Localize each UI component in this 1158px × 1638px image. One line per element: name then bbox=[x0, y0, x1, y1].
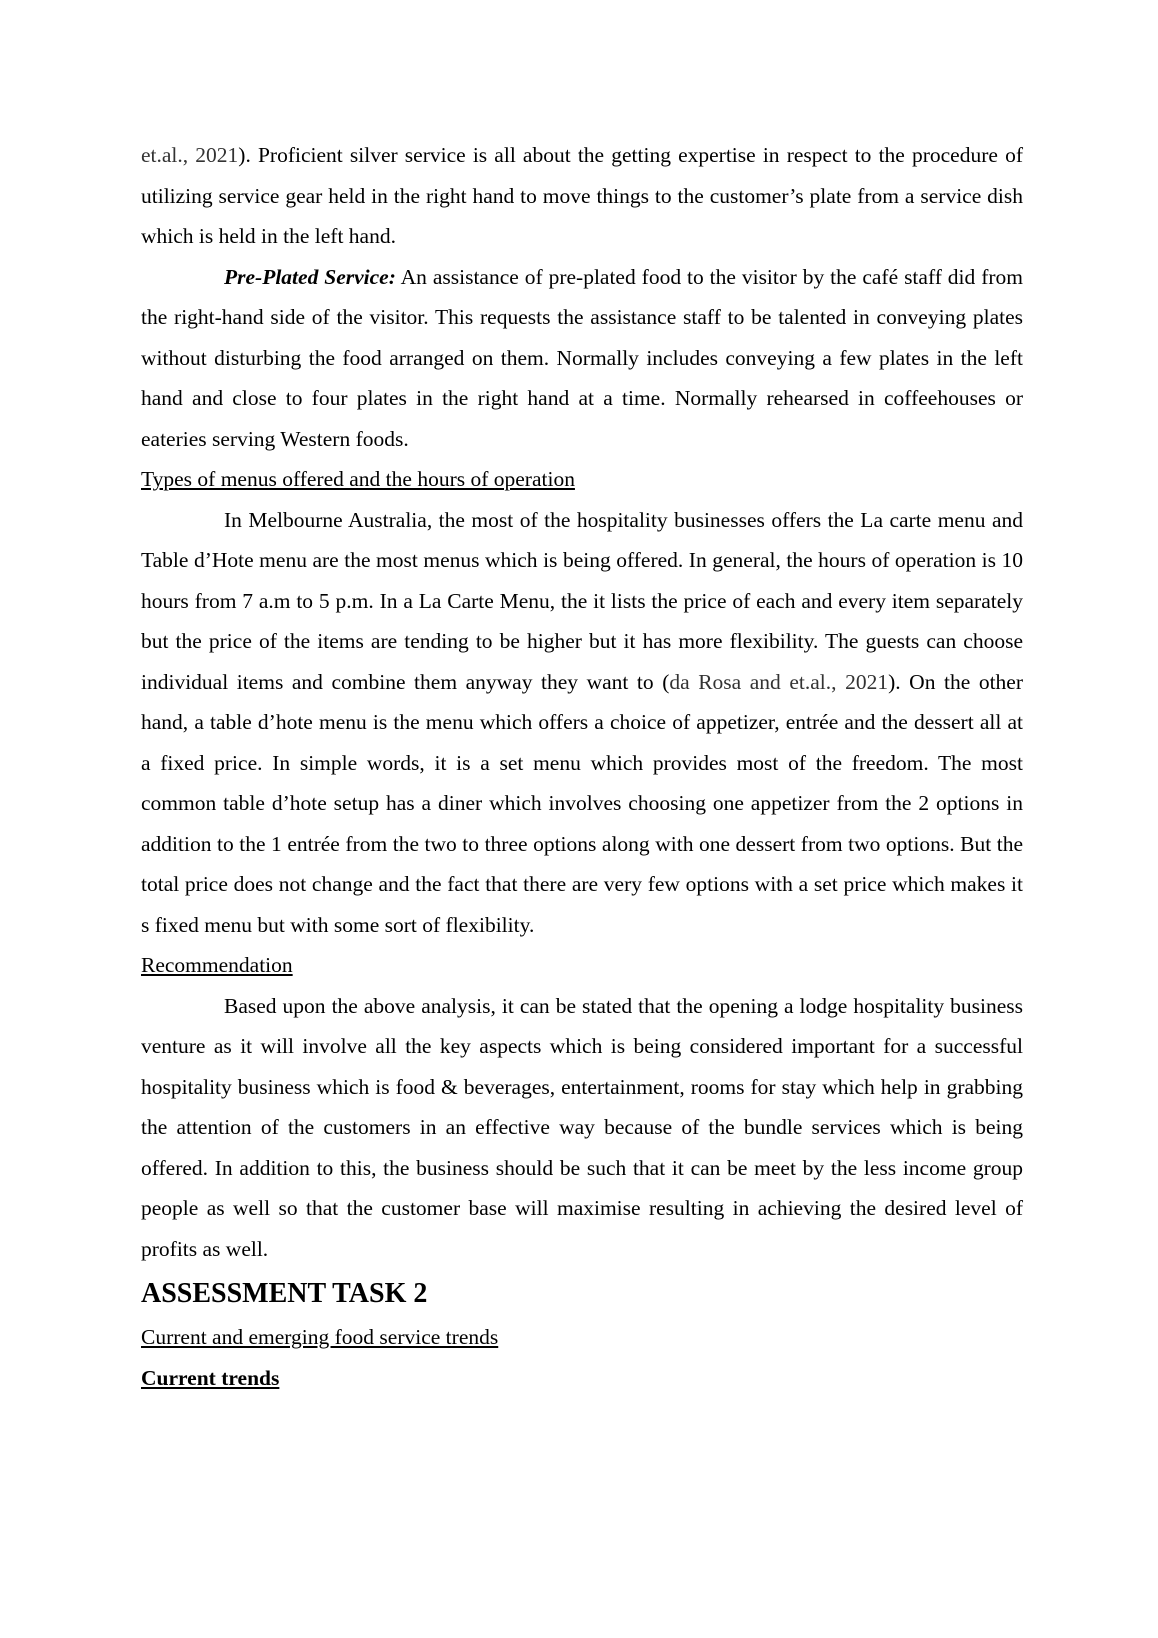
paragraph-text: In Melbourne Australia, the most of the hospitality businesses offers the La carte menu and Table d’Hote menu are the most menus which is being offered. In general, the hours of operation is 10 hours from 7 a.m to 5 p.m. In a La Carte Menu, the it lists the price of each and every item separately but the price of the items are tending to be higher but it has more flexibility. The guests can choose individual items and combine them anyway they want to ( bbox=[141, 507, 1023, 694]
heading-current-trends: Current trends bbox=[141, 1365, 280, 1390]
paragraph-pre-plated-service bbox=[141, 257, 1023, 460]
heading-food-service-trends: Current and emerging food service trends bbox=[141, 1325, 499, 1349]
citation: et.al., 2021 bbox=[141, 143, 239, 167]
heading-menus: Types of menus offered and the hours of operation bbox=[141, 467, 575, 491]
paragraph-silver-service bbox=[141, 135, 1023, 257]
document-page bbox=[141, 135, 1023, 1398]
paragraph-text: Based upon the above analysis, it can be stated that the opening a lodge hospitality business venture as it will involve all the key aspects which is being considered important for a successful hospitality business which is food & beverages, entertainment, rooms for stay which help in grabbing the attention of the customers in an effective way because of the bundle services which is being offered. In addition to this, the business should be such that it can be meet by the less income group people as well so that the customer base will maximise resulting in achieving the desired level of profits as well. bbox=[141, 993, 1023, 1261]
paragraph-text: An assistance of pre-plated food to the visitor by the café staff did from the right-hand side of the visitor. This requests the assistance staff to be talented in conveying plates without disturbing the food arranged on them. Normally includes conveying a few plates in the left hand and close to four plates in the right hand at a time. Normally rehearsed in coffeehouses or eateries serving Western foods. bbox=[141, 264, 1024, 451]
paragraph-lead: Pre-Plated Service: bbox=[224, 264, 396, 289]
paragraph-text: ). On the other hand, a table d’hote menu is the menu which offers a choice of appetizer, entrée and the dessert all at a fixed price. In simple words, it is a set menu which provides most of the freedom. The most common table d’hote setup has a diner which involves choosing one appetizer from the 2 options in addition to the 1 entrée from the two to three options along with one dessert from two options. But the total price does not change and the fact that there are very few options with a set price which makes it s fixed menu but with some sort of flexibility. bbox=[141, 669, 1023, 937]
heading-assessment-task-2: ASSESSMENT TASK 2 bbox=[141, 1278, 428, 1309]
heading-recommendation: Recommendation bbox=[141, 953, 293, 977]
paragraph-text: ). Proficient silver service is all about the getting expertise in respect to the procedure of utilizing service gear held in the right hand to move things to the customer’s plate from a service dish which is held in the left hand. bbox=[141, 143, 1023, 248]
paragraph-menus bbox=[141, 500, 1023, 946]
citation: da Rosa and et.al., 2021 bbox=[669, 669, 889, 694]
paragraph-recommendation bbox=[141, 986, 1023, 1270]
